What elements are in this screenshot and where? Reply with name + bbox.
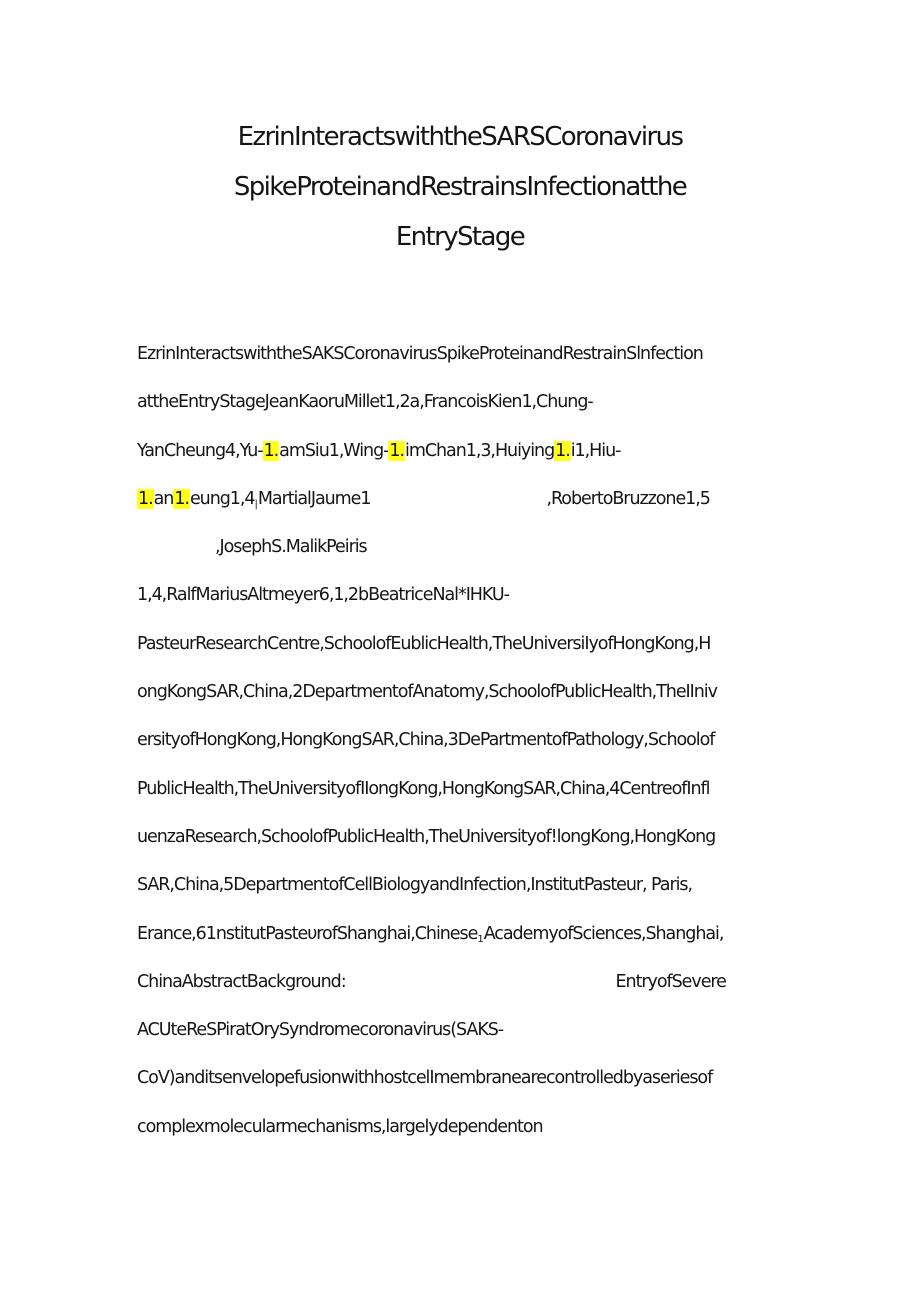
text-run: YanCheung4,Yu- [137, 440, 263, 461]
text-run: i1,Hiu- [570, 440, 621, 461]
highlighted-text: 1. [555, 440, 570, 461]
title-line-3: EntryStage [395, 222, 525, 252]
body-line: ersityofHongKong,HongKongSAR,China,3DePartmentofPathology,Schoolof [137, 730, 715, 751]
body-line: ACUteReSPiratOrySyndromecoronavirus(SAKS- [137, 1020, 504, 1041]
body-line: complexmolecularmechanisms,largelydependenton [137, 1116, 543, 1137]
body-line: PasteurResearchCentre,SchoolofEublicHealth,TheUniversiIyofHongKong,H [137, 633, 711, 654]
text-run: MartialJaume1 [257, 488, 371, 509]
subscript-mark: 1 [477, 933, 484, 945]
body-line: PublicHealth,TheUniversityofIIongKong,HongKongSAR,China,4CentreofInfl [137, 778, 710, 799]
text-run: AcademyofSciences,Shanghai, [483, 923, 724, 944]
highlighted-text: 1. [389, 440, 405, 461]
text-run: eung1,4 [189, 488, 255, 509]
body-line: 1,4,RalfMariusAltmeyer6,1,2bBeatriceNal*IHKU- [137, 585, 509, 606]
text-run: EntryofSevere [615, 971, 726, 992]
text-run: imChan1,3,Huiying [405, 440, 555, 461]
body-line: SAR,China,5DepartmentofCellBiologyandInfection,InstitutPasteur, Paris, [137, 875, 692, 896]
body-line [137, 966, 782, 1014]
body-text [137, 338, 782, 1159]
body-line [137, 918, 782, 966]
highlighted-text: 1. [174, 488, 189, 509]
body-line [137, 435, 782, 483]
highlighted-text: 1. [138, 488, 153, 509]
body-line: EzrinInteractswiththeSAKSCoronavirusSpikeProteinandRestrainSlnfection [137, 344, 703, 364]
text-run: Erance,61nstitutPasteυrofShanghai,Chinese [137, 923, 478, 944]
title-line-1: EzrinInteractswiththeSARSCoronavirus [237, 122, 683, 152]
text-run: ,RobertoBruzzone1,5 [546, 488, 710, 509]
document-title [0, 112, 920, 262]
body-line: ongKongSAR,China,2DepartmentofAnatomy,SchoolofPublicHealth,TheIIniv [137, 682, 717, 703]
highlighted-text: 1. [263, 440, 279, 461]
subscript-mark: | [254, 498, 258, 510]
body-line [137, 483, 782, 531]
text-run: ChinaAbstractBackground: [137, 971, 346, 992]
body-line: ,JosephS.MalikPeiris [215, 537, 367, 558]
body-line: uenzaResearch,SchoolofPublicHealth,TheUniversityof!longKong,HongKong [137, 826, 716, 847]
body-line: CoV)anditsenvelopefusionwithhostcelImembranearecontrolledbyaseriesof [137, 1068, 713, 1089]
text-run: an [153, 488, 174, 509]
body-line: attheEntryStageJeanKaoruMillet1,2a,FrancoisKien1,Chung- [137, 392, 593, 413]
title-line-2: SpikeProteinandRestrainsInfectionatthe [233, 172, 687, 202]
text-run: amSiu1,Wing- [279, 440, 389, 461]
